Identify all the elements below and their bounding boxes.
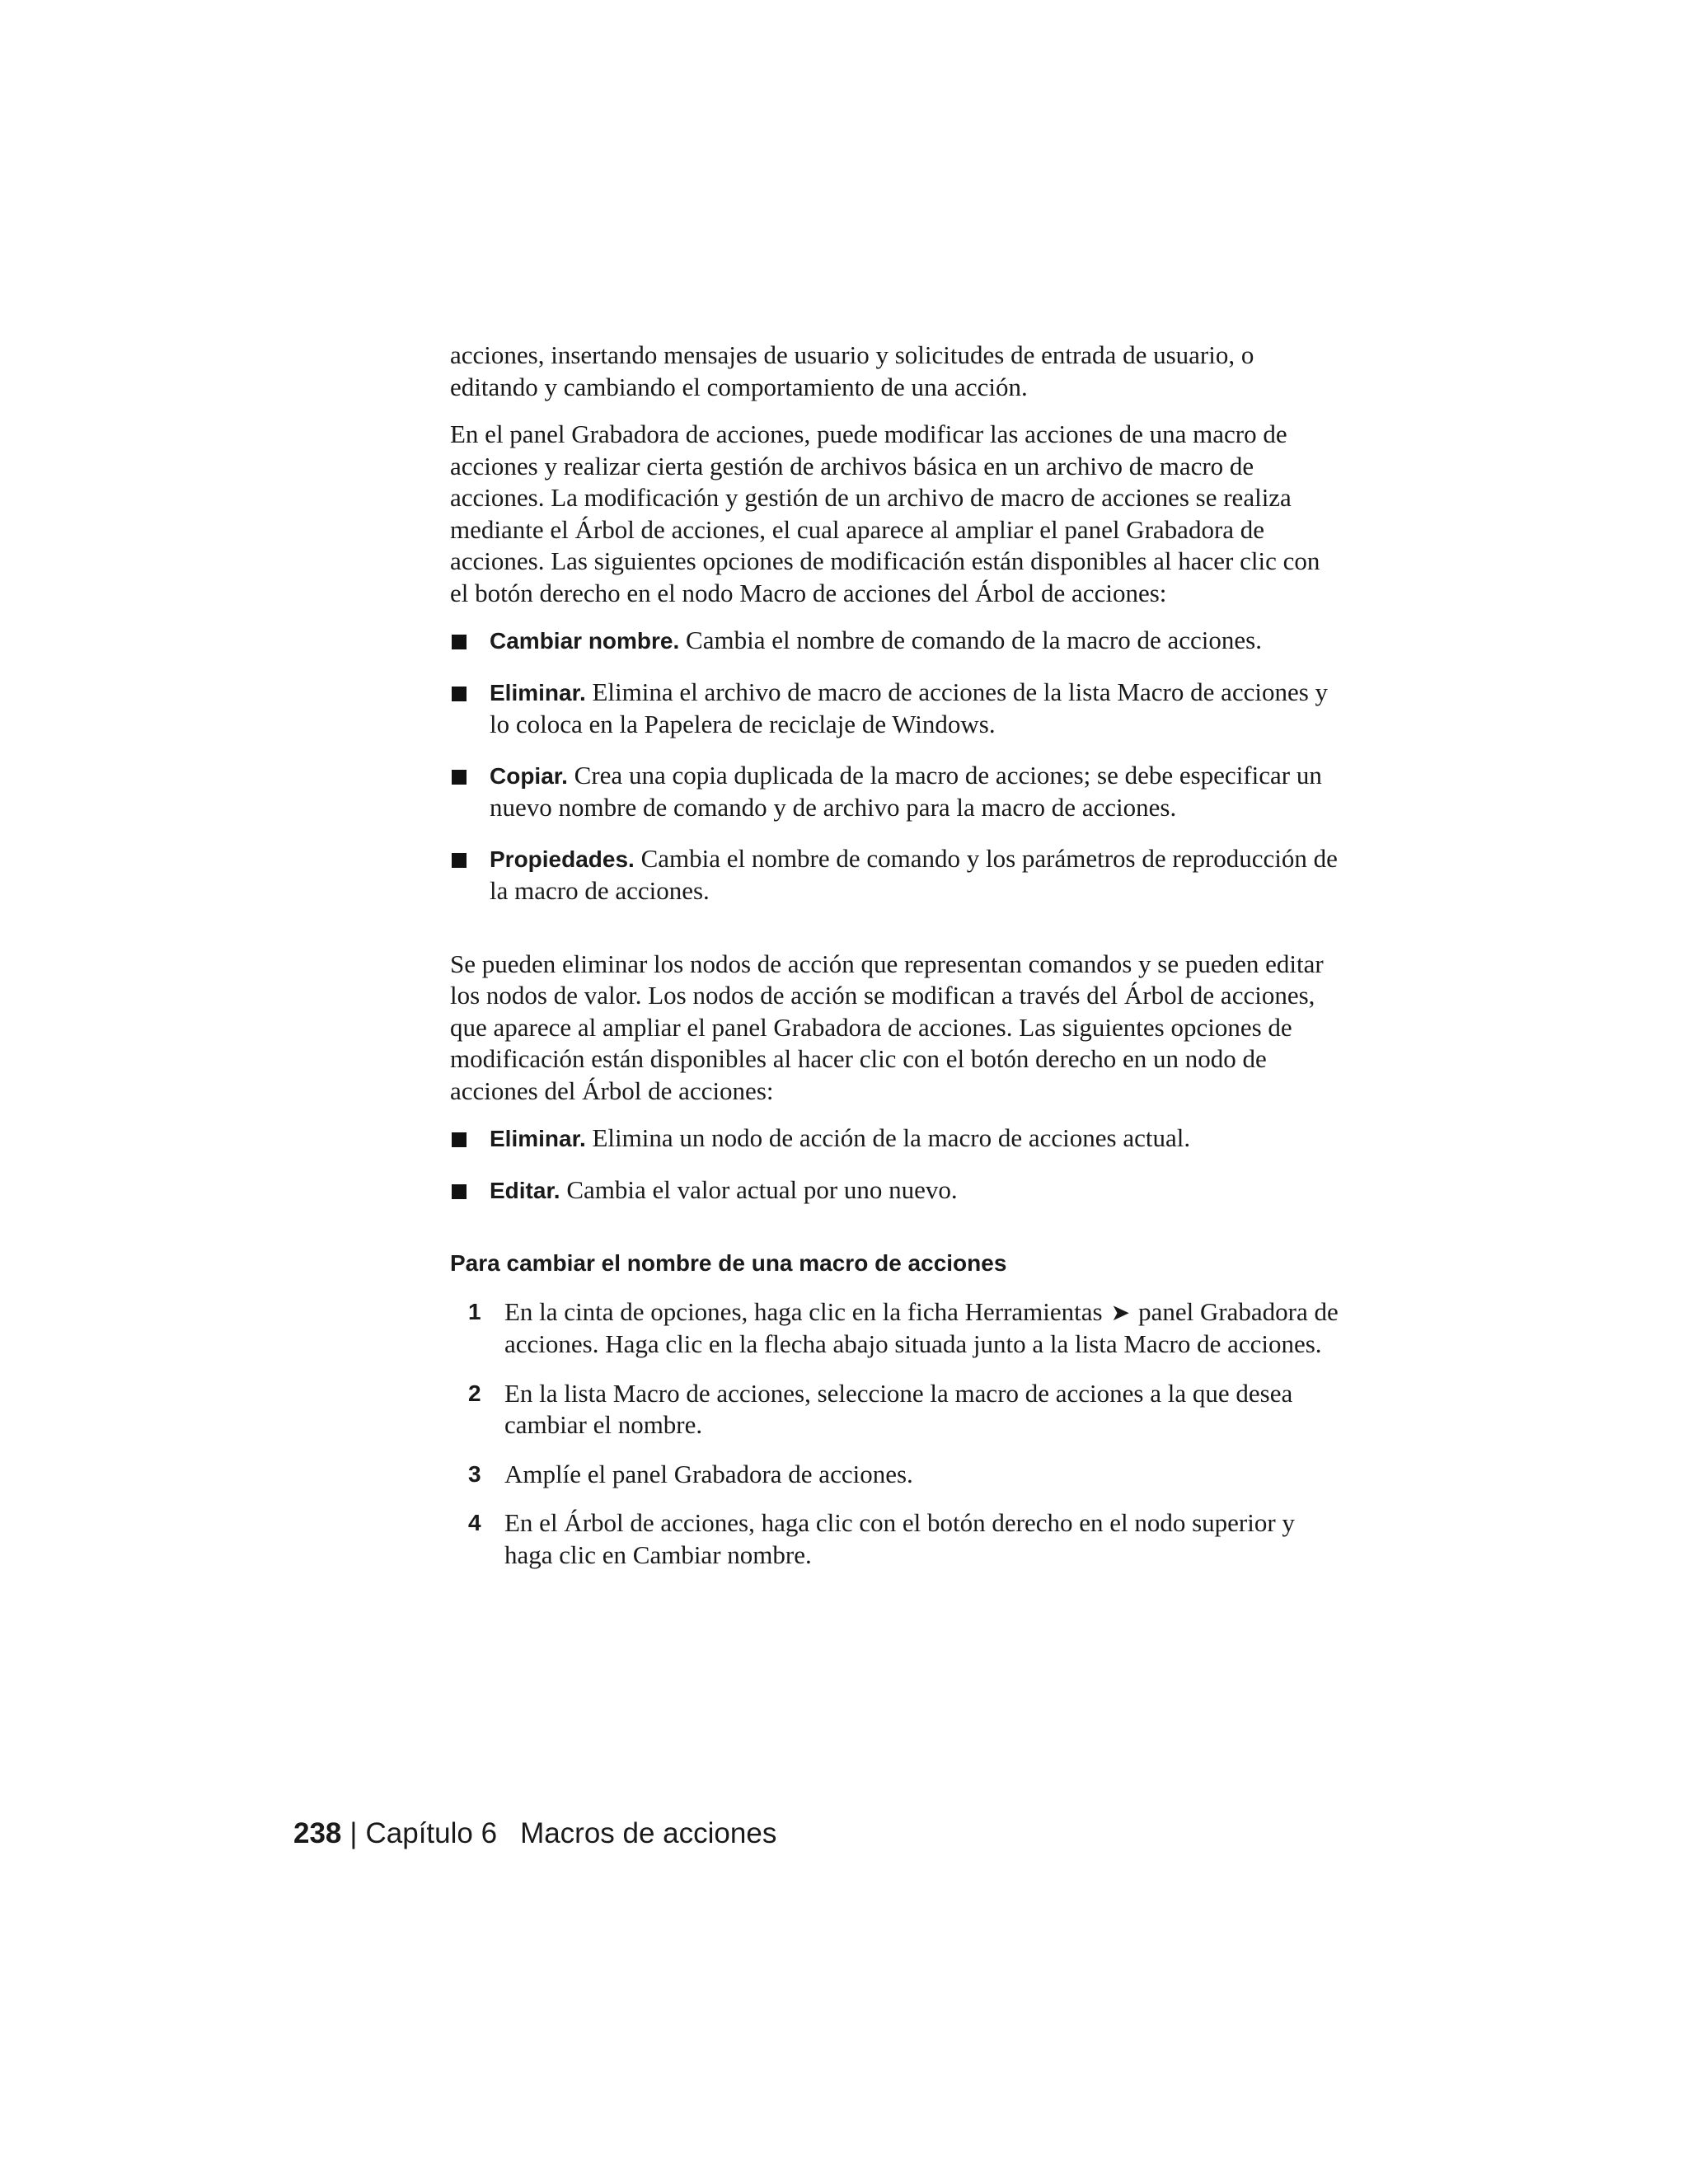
step-text: En la lista Macro de acciones, seleccione la macro de acciones a la que desea cambiar el nombre.: [504, 1378, 1293, 1439]
footer-separator: |: [349, 1817, 358, 1849]
square-bullet-icon: [452, 770, 467, 785]
square-bullet-icon: [452, 853, 467, 868]
list-item: [450, 1174, 1340, 1207]
square-bullet-icon: [452, 687, 467, 701]
list-item-text: Elimina un nodo de acción de la macro de acciones actual.: [585, 1123, 1191, 1152]
square-bullet-icon: [452, 635, 467, 649]
step-number: 2: [468, 1380, 481, 1406]
step-number: 3: [468, 1460, 481, 1487]
macro-options-list: [450, 625, 1340, 907]
step-text: Amplíe el panel Grabadora de acciones.: [504, 1459, 913, 1488]
page-body: [450, 340, 1340, 1588]
step-text: En la cinta de opciones, haga clic en la ficha Herramientas: [504, 1296, 1103, 1326]
list-item-text: Cambia el valor actual por uno nuevo.: [560, 1174, 958, 1204]
procedure-title: Para cambiar el nombre de una macro de acciones: [450, 1250, 1007, 1276]
step-item: [450, 1378, 1340, 1441]
list-item-term: Editar.: [490, 1177, 560, 1203]
list-item-text: Crea una copia duplicada de la macro de acciones; se debe especificar un nuevo nombre de comando y de archivo para la macro de acciones.: [490, 760, 1322, 822]
square-bullet-icon: [452, 1132, 467, 1147]
list-item-text: Cambia el nombre de comando de la macro de acciones.: [679, 626, 1262, 654]
step-item: [450, 1507, 1340, 1571]
list-item-term: Eliminar.: [490, 1126, 586, 1151]
list-item: [450, 677, 1340, 741]
page-number: 238: [293, 1817, 342, 1849]
list-item: [450, 1122, 1340, 1155]
list-item-term: Propiedades.: [490, 846, 635, 872]
list-item: [450, 760, 1340, 824]
step-item: [450, 1296, 1340, 1361]
paragraph-1: acciones, insertando mensajes de usuario y solicitudes de entrada de usuario, o editando y cambiando el comportamiento de una acción.: [450, 340, 1254, 401]
list-item-term: Cambiar nombre.: [490, 628, 680, 654]
list-item-term: Eliminar.: [490, 679, 586, 705]
paragraph-2: En el panel Grabadora de acciones, puede modificar las acciones de una macro de acciones y realizar cierta gestión de archivos básica en un archivo de macro de acciones. La modificación y gestión de un archivo de macro de acciones se realiza mediante el Árbol de acciones, el cual aparece al ampliar el panel Grabadora de acciones. Las siguientes opciones de modificación están disponibles al hacer clic con el botón derecho en el nodo Macro de acciones del Árbol de acciones:: [450, 419, 1320, 607]
list-item-text: Elimina el archivo de macro de acciones de la lista Macro de acciones y lo coloca en la Papelera de reciclaje de Windows.: [490, 677, 1329, 738]
procedure-steps: [450, 1296, 1340, 1572]
step-item: [450, 1459, 1340, 1491]
step-text: En el Árbol de acciones, haga clic con el botón derecho en el nodo superior y haga clic en Cambiar nombre.: [504, 1508, 1295, 1569]
paragraph-3: Se pueden eliminar los nodos de acción que representan comandos y se pueden editar los nodos de valor. Los nodos de acción se modifican a través del Árbol de acciones, que aparece al ampliar el panel Grabadora de acciones. Las siguientes opciones de modificación están disponibles al hacer clic con el botón derecho en un nodo de acciones del Árbol de acciones:: [450, 949, 1324, 1105]
list-item-term: Copiar.: [490, 762, 568, 789]
step-text-continued: panel Grabadora de acciones. Haga clic en la flecha abajo situada junto a la lista Macro de acciones.: [504, 1296, 1339, 1358]
page-footer: [293, 1817, 776, 1850]
action-node-options-list: [450, 1122, 1340, 1207]
step-number: 1: [468, 1298, 481, 1324]
list-item: [450, 625, 1340, 658]
chapter-title: Macros de acciones: [520, 1817, 777, 1849]
chapter-label: Capítulo 6: [365, 1817, 498, 1849]
square-bullet-icon: [452, 1184, 467, 1199]
arrow-right-icon: ➤: [1110, 1298, 1131, 1326]
step-number: 4: [468, 1510, 481, 1535]
list-item: [450, 843, 1340, 907]
list-item-text: Cambia el nombre de comando y los parámetros de reproducción de la macro de acciones.: [490, 843, 1338, 905]
